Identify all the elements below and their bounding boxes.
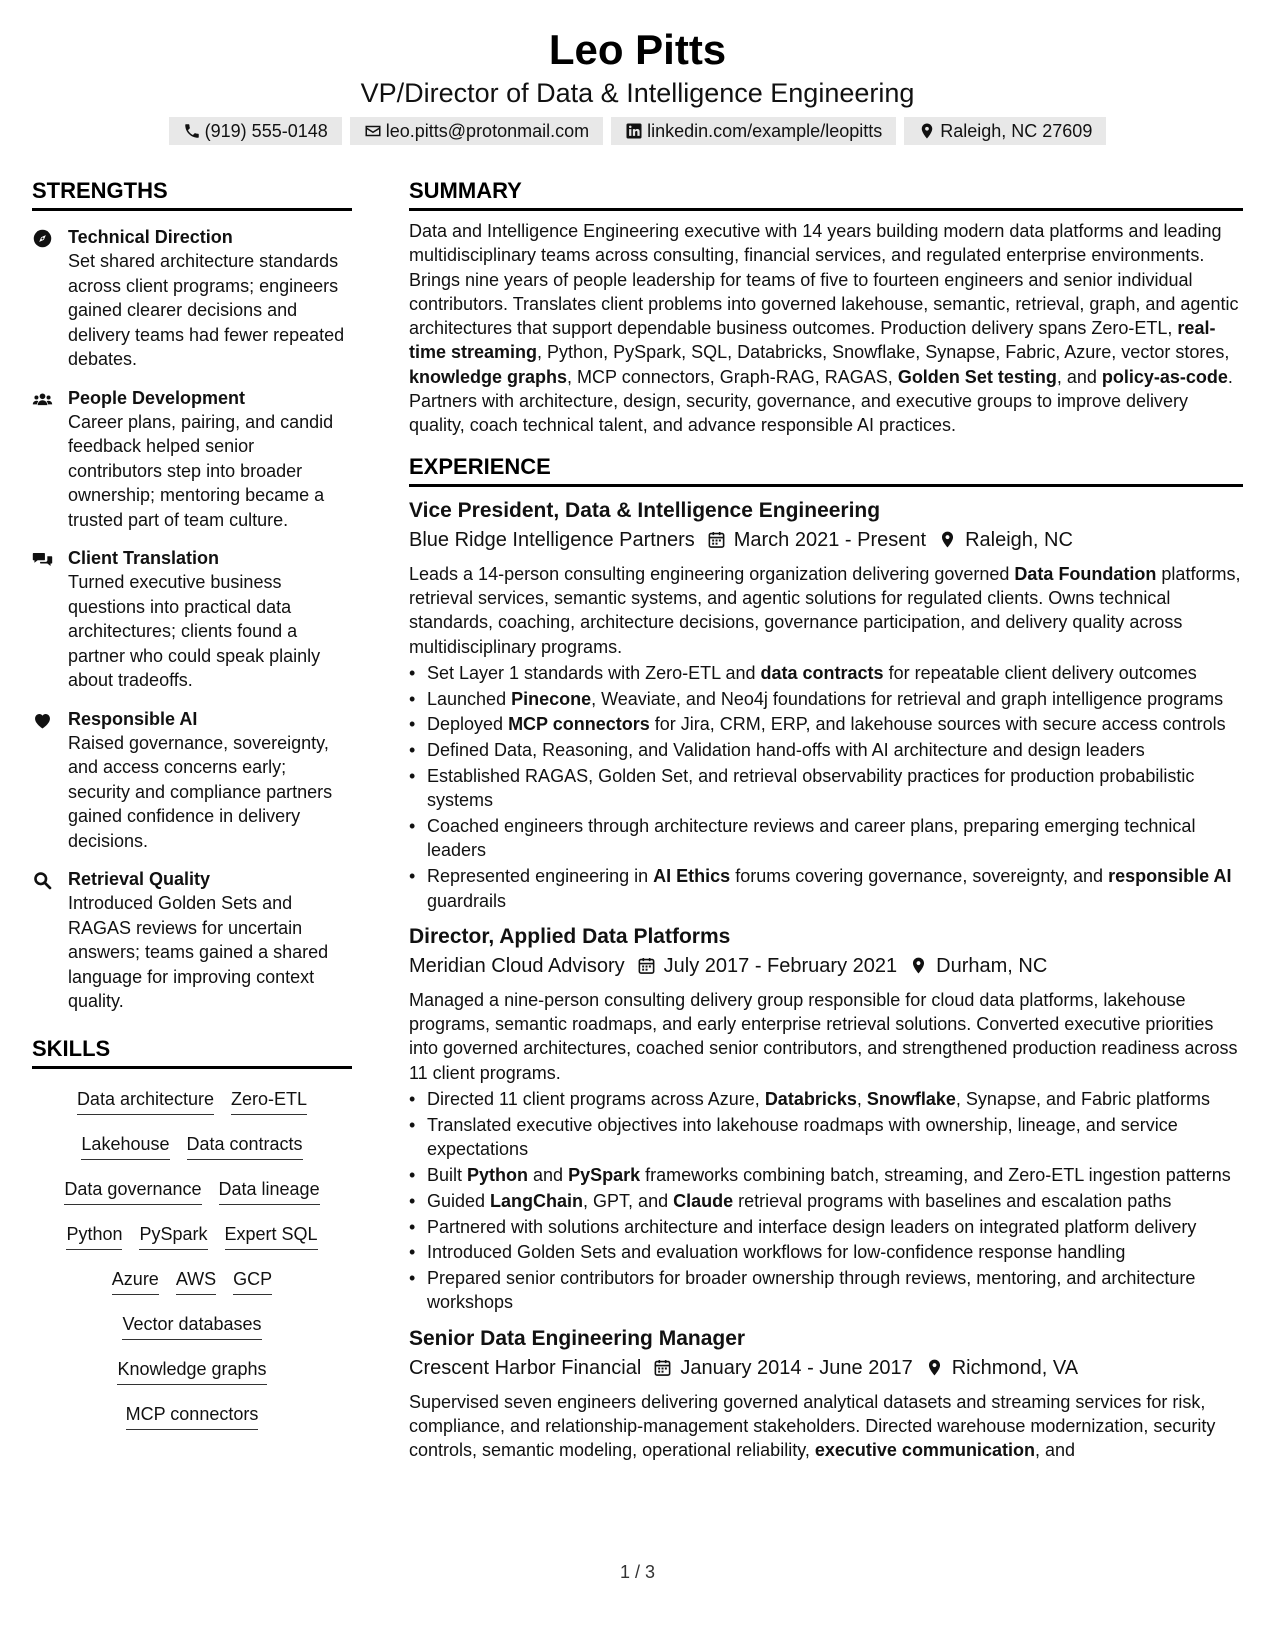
summary-heading: SUMMARY — [409, 178, 1243, 211]
contact-text: Raleigh, NC 27609 — [940, 120, 1093, 141]
strength-item — [32, 225, 352, 372]
job-title: Senior Data Engineering Manager — [409, 1326, 746, 1350]
comments-icon — [32, 549, 53, 570]
skill-tag: Data architecture — [77, 1087, 214, 1115]
job-entry — [409, 923, 1243, 1315]
job-bullet: • Guided LangChain, GPT, and Claude retrieval programs with baselines and escalation paths — [409, 1189, 1243, 1213]
job-bullet: • Launched Pinecone, Weaviate, and Neo4j foundations for retrieval and graph intelligence programs — [409, 687, 1243, 711]
job-dates: January 2014 - June 2017 — [680, 1356, 913, 1379]
strength-title: Client Translation — [68, 548, 220, 568]
search-icon — [32, 870, 53, 891]
job-bullet: • Built Python and PySpark frameworks combining batch, streaming, and Zero-ETL ingestion patterns — [409, 1163, 1243, 1187]
map-pin-icon — [918, 122, 936, 140]
contact-email[interactable] — [350, 117, 603, 145]
job-bullet: • Coached engineers through architecture reviews and career plans, preparing emerging technical leaders — [409, 814, 1243, 863]
job-bullet: • Defined Data, Reasoning, and Validation hand-offs with AI architecture and design leaders — [409, 738, 1243, 762]
skill-tag: Zero-ETL — [231, 1087, 307, 1115]
resume-header — [0, 24, 1275, 145]
strength-desc: Set shared architecture standards across client programs; engineers gained clearer decisions and delivery teams had fewer repeated debates. — [68, 251, 345, 369]
strengths-heading: STRENGTHS — [32, 178, 352, 211]
contact-text: leo.pitts@protonmail.com — [385, 120, 590, 141]
job-description: Leads a 14-person consulting engineering organization delivering governed Data Foundation platforms, retrieval services, semantic systems, and agentic solutions for regulated clients. Owns technical standards, coaching, architecture decisions, governance participation, and delivery quality across multidisciplinary programs. — [409, 563, 1241, 657]
job-meta — [409, 952, 1243, 980]
job-description: Supervised seven engineers delivering governed analytical datasets and streaming services for risk, compliance, and relationship-management stakeholders. Directed warehouse modernization, security controls, semantic modeling, operational reliability, executive communication, and — [409, 1391, 1216, 1461]
phone-icon — [183, 122, 201, 140]
job-dates: July 2017 - February 2021 — [663, 954, 898, 977]
candidate-name: Leo Pitts — [548, 26, 727, 73]
calendar-icon — [653, 1358, 672, 1377]
experience-list — [409, 497, 1243, 1463]
job-title: Director, Applied Data Platforms — [409, 924, 731, 948]
job-bullet: • Translated executive objectives into lakehouse roadmaps with ownership, lineage, and service expectations — [409, 1113, 1243, 1162]
heart-icon — [32, 710, 53, 731]
job-bullet: • Introduced Golden Sets and evaluation workflows for low-confidence response handling — [409, 1240, 1243, 1264]
skill-tag: Data contracts — [187, 1132, 303, 1160]
strength-title: Technical Direction — [68, 227, 233, 247]
map-pin-icon — [925, 1358, 944, 1377]
map-pin-icon — [938, 530, 957, 549]
job-company: Meridian Cloud Advisory — [409, 954, 625, 977]
strength-item — [32, 386, 352, 533]
job-bullet: • Prepared senior contributors for broader ownership through reviews, mentoring, and architecture workshops — [409, 1266, 1243, 1315]
contact-phone[interactable] — [169, 117, 342, 145]
strength-item — [32, 707, 352, 854]
job-company: Crescent Harbor Financial — [409, 1356, 642, 1379]
job-bullets — [409, 1087, 1243, 1315]
summary-text: Data and Intelligence Engineering executive with 14 years building modern data platforms and leading multidisciplinary teams across consulting, financial services, and regulated enterprise environments. Brings nine years of people leadership for teams of five to fourteen engineers and senior individual contributors. Translates client problems into governed lakehouse, semantic, retrieval, graph, and agentic architectures that support dependable business outcomes. Production delivery spans Zero-ETL, real-time streaming, Python, PySpark, SQL, Databricks, Snowflake, Synapse, Fabric, Azure, vector stores, knowledge graphs, MCP connectors, Graph-RAG, RAGAS, Golden Set testing, and policy-as-code. Partners with architecture, design, security, governance, and executive groups to improve delivery quality, coach technical talent, and advance responsible AI practices. — [409, 221, 1239, 436]
skill-tag: Knowledge graphs — [117, 1357, 266, 1385]
job-bullet: • Directed 11 client programs across Azure, Databricks, Snowflake, Synapse, and Fabric platforms — [409, 1087, 1243, 1111]
job-entry — [409, 1325, 1243, 1463]
compass-icon — [32, 228, 53, 249]
strength-desc: Career plans, pairing, and candid feedback helped senior contributors step into broader ownership; mentoring became a trusted part of team culture. — [68, 411, 334, 530]
strength-desc: Raised governance, sovereignty, and access concerns early; security and compliance partners gained confidence in delivery decisions. — [68, 732, 333, 851]
right-column — [409, 178, 1243, 1463]
job-bullet: • Partnered with solutions architecture and interface design leaders on integrated platform delivery — [409, 1215, 1243, 1239]
strength-item — [32, 867, 352, 1014]
envelope-icon — [364, 122, 382, 140]
job-bullets — [409, 661, 1243, 913]
skill-tag: Expert SQL — [225, 1222, 318, 1250]
job-entry — [409, 497, 1243, 913]
job-bullet: • Set Layer 1 standards with Zero-ETL and data contracts for repeatable client delivery outcomes — [409, 661, 1243, 685]
skill-tag: MCP connectors — [126, 1402, 259, 1430]
skill-tag: Lakehouse — [81, 1132, 169, 1160]
skill-tag: GCP — [233, 1267, 272, 1295]
job-bullet: • Deployed MCP connectors for Jira, CRM, ERP, and lakehouse sources with secure access controls — [409, 712, 1243, 736]
job-description: Managed a nine-person consulting delivery group responsible for cloud data platforms, lakehouse programs, semantic roadmaps, and early enterprise retrieval solutions. Converted executive priorities into governed architectures, coached senior contributors, and strengthened production readiness across 11 client programs. — [409, 989, 1238, 1083]
job-bullet: • Established RAGAS, Golden Set, and retrieval observability practices for production probabilistic systems — [409, 764, 1243, 813]
skill-tag: Vector databases — [122, 1312, 261, 1340]
strength-title: Retrieval Quality — [68, 869, 211, 889]
job-location: Raleigh, NC — [965, 528, 1073, 551]
contact-location[interactable] — [904, 117, 1106, 145]
skill-tag: PySpark — [139, 1222, 207, 1250]
strength-desc: Turned executive business questions into practical data architectures; clients found a partner who could speak plainly about tradeoffs. — [68, 572, 321, 690]
page-number: 1 / 3 — [619, 1562, 656, 1582]
job-company: Blue Ridge Intelligence Partners — [409, 528, 695, 551]
job-meta — [409, 1354, 1243, 1382]
strength-desc: Introduced Golden Sets and RAGAS reviews for uncertain answers; teams gained a shared language for improving context quality. — [68, 893, 329, 1011]
contact-bar — [0, 117, 1275, 145]
map-pin-icon — [909, 956, 928, 975]
strength-item — [32, 546, 352, 693]
job-bullet: • Represented engineering in AI Ethics forums covering governance, sovereignty, and responsible AI guardrails — [409, 864, 1243, 913]
contact-text: (919) 555-0148 — [204, 120, 328, 141]
skill-tag: Python — [66, 1222, 122, 1250]
left-column — [32, 178, 352, 1447]
skill-tag: Data lineage — [219, 1177, 320, 1205]
job-title: Vice President, Data & Intelligence Engineering — [409, 498, 881, 522]
job-dates: March 2021 - Present — [733, 528, 927, 551]
job-meta — [409, 526, 1243, 554]
strength-title: People Development — [68, 387, 246, 408]
calendar-icon — [637, 956, 656, 975]
job-location: Richmond, VA — [951, 1356, 1079, 1379]
contact-linkedin[interactable] — [611, 117, 896, 145]
users-icon — [32, 389, 53, 410]
skill-tag: Data governance — [64, 1177, 201, 1205]
calendar-icon — [707, 530, 726, 549]
experience-heading: EXPERIENCE — [409, 454, 1243, 487]
contact-text: linkedin.com/example/leopitts — [647, 120, 883, 141]
strength-title: Responsible AI — [68, 708, 198, 729]
linkedin-icon — [625, 122, 643, 140]
skill-tag: Azure — [112, 1267, 159, 1295]
skill-tag: AWS — [176, 1267, 216, 1295]
skills-heading: SKILLS — [32, 1036, 352, 1069]
skills-list — [32, 1087, 352, 1430]
job-location: Durham, NC — [936, 954, 1048, 977]
candidate-headline: VP/Director of Data & Intelligence Engineering — [360, 78, 915, 108]
